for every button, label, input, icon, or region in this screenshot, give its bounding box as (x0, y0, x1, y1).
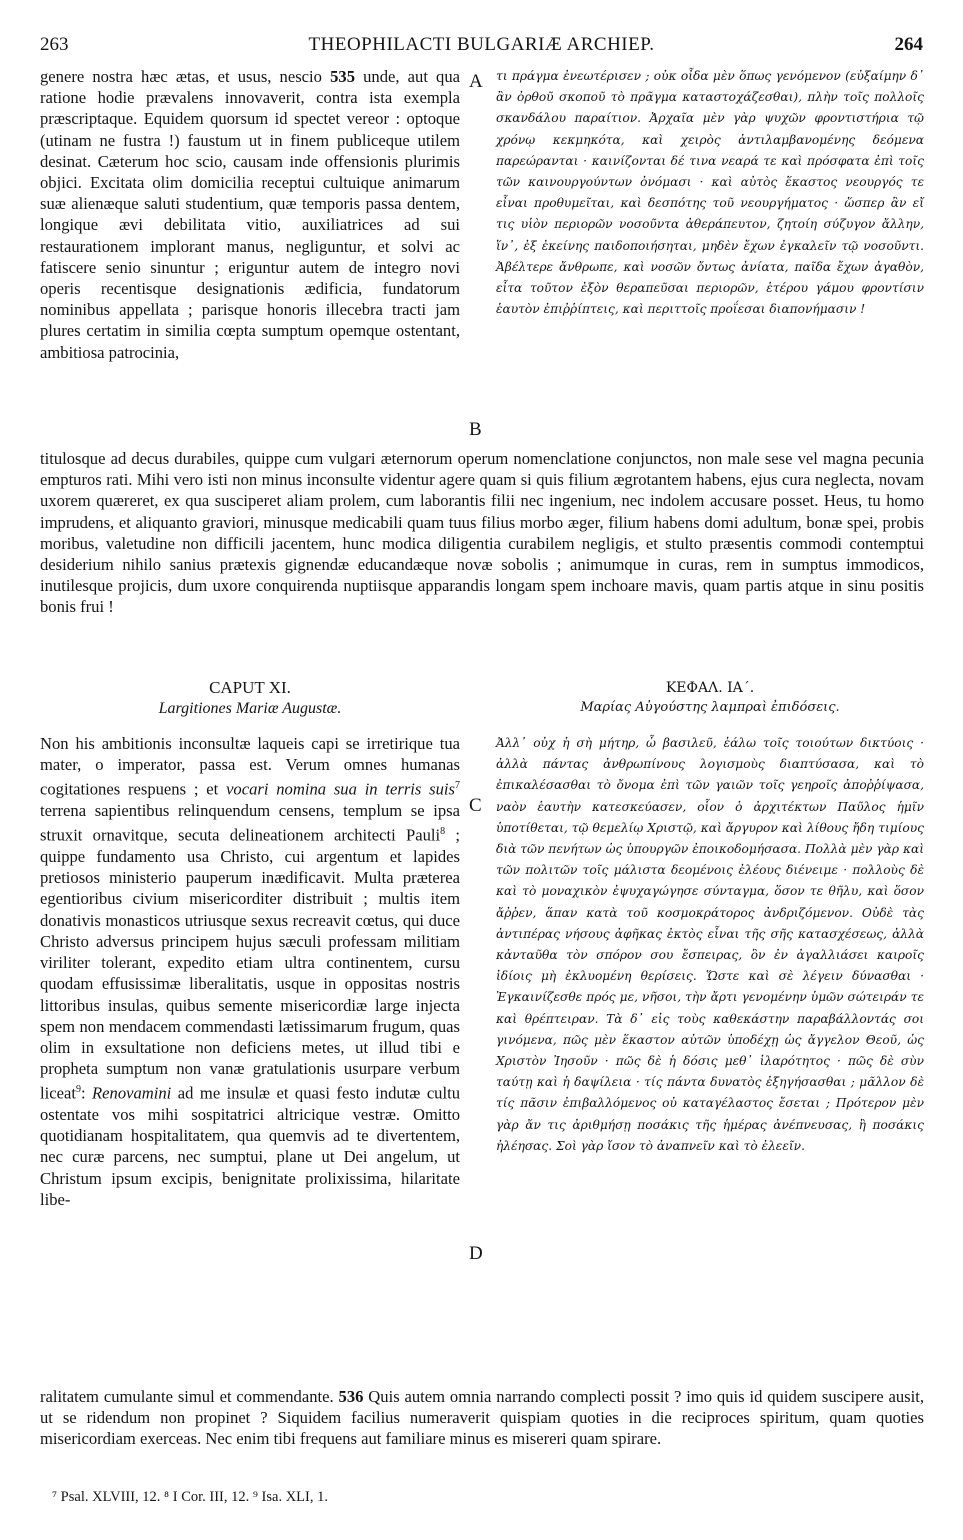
latin-body-quote: vocari nomina sua in terris suis (226, 779, 455, 799)
chapter-title-latin: CAPUT XI. (209, 678, 291, 697)
margin-letter-b: B (469, 419, 482, 440)
latin-body-c: ; quippe fundamento usa Christo, cui argentum et lapides pretiosos ministerio pauperum inædificavit. Multa præterea egentioribus civium misericorditer distribuit ; multis item donativis monasticos utriusque sexus recreavit cœtus, qui duce Christo adversus principem hujus sæculi professam militiam viriliter tolerant, expedito etiam ultra continentem, cursu quodam effusissimæ liberalitatis, usque in oppositas nostris littoribus insulas, quibus semente misericordiæ large injecta spem non mendacem commendasti lætissimarum frugum, quas olim in exsultatione non deficiens metes, ut illud tibi e propheta sumptum non vanæ gratulationis usurpare verbum liceat (40, 825, 460, 1103)
latin-mid-text: titulosque ad decus durabiles, quippe cum vulgari æternorum operum nomenclatione conjunctos, non male sese vel magna pecunia empturos rati. Mihi vero isti non minus inconsulte videntur agere quam si quis filium ægrotantem habens, ejus cura neglecta, novam uxorem quæreret, ex qua susciperet aliam prolem, cum laborantis filii nec ingenium, nec indolem accusare posset. Heus, tu homo imprudens, et aliquanto graviori, minusque medicabili quam tuus filius morbo æger, filium habens domi adultum, bonæ spei, probis moribus, valetudine non difficili jacentem, hunc modica diligentia curabilem negligis, et stulto præsentis commodi contemptui desiderium nihilo sanius prætexis gignendæ educandæque novæ sobolis ; animumque in curas, rem in sumptus immodicos, inutilesque projicis, dum uxore conquirenda nuptiisque apparandis longam spem inchoare mavis, quam partis atque in sinu positis bonis frui ! (40, 449, 924, 617)
latin-body-a: Non his ambitionis inconsultæ laqueis capi se irretirique tua mater, o imperator, passa est. Verum omnes humanas cogitationes respuens ; et (40, 734, 460, 799)
greek-top-paragraph: τι πράγμα ἐνεωτέρισεν ; οὐκ οἶδα μὲν ὅπως γενόμενον (εὐξαίμην δ᾽ ἂν ὀρθοῦ σκοποῦ τὸ πρᾶγμα καταστοχάζεσθαι), πλὴν τοῖς πολλοῖς σκανδάλου παραίτιον. Ἀρχαῖα μὲν γὰρ ψυχῶν φροντιστήρια τῷ χρόνῳ κεκμηκότα, καὶ χειρὸς ἀντιλαμβανομένης δεόμενα παρεώρανται · καινίζονται δέ τινα νεαρά τε καὶ πρόσφατα ἐπὶ τοῖς τῶν καινουργούντων ὀνόμασι · καὶ αὐτὸς ἕκαστος νεουργός τε εἶναι προθυμεῖται, καὶ δεσπότης τοῦ νεουργήματος · ὥσπερ ἂν εἴ τις υἱὸν περιορῶν νοσοῦντα ἀθεράπευτον, ζητοίη σύζυγον ἄλλην, ἵν᾽, ἐξ ἐκείνης παιδοποιήσηται, μηδὲν ἔχων ἐγκαλεῖν τῷ νοσοῦντι. Ἀβέλτερε ἄνθρωπε, καὶ νοσῶν ὄντως ἀνίατα, παῖδα ἔχων ἀγαθὸν, εἶτα τοῦτον ἐξὸν θεραπεῦσαι περιορῶν, ἑτέρου γάμου φροντίσιν ἑαυτὸν ἐπιῤῥίπτεις, καὶ περιττοῖς προΐεσαι διαπονήμασιν ! (496, 69, 924, 317)
greek-column-top (496, 66, 924, 320)
page-number-right: 264 (894, 34, 923, 55)
margin-letter-c: C (469, 795, 482, 816)
latin-body-renovamini: Renovamini (92, 1083, 172, 1103)
latin-bottom-a: ralitatem cumulante simul et commendante. (40, 1387, 334, 1406)
running-title: THEOPHILACTI BULGARIÆ ARCHIEP. (308, 34, 655, 55)
latin-column-bottom: Non his ambitionis inconsultæ laqueis capi se irretirique tua mater, o imperator, passa est. Verum omnes humanas cogitationes respuens ; et vocari nomina sua in terris suis$^7$ terrena sapientibus relinquendum censens, templum se ipsa struxit ornavitque, secuta delineationem architecti Pauli$^8$ ; quippe fundamento usa Christo, cui argentum et lapides pretiosos ministerio pauperum inædificavit. Multa præterea egentioribus civium misericorditer distribuit ; multis item donativis monasticos utriusque sexus recreavit cœtus, qui duce Christo adversus principem hujus sæculi professam militiam viriliter tolerant, expedito etiam ultra continentem, cursu quodam effusissimæ liberalitatis, usque in oppositas nostris littoribus insulas, quibus semente misericordiæ large injecta spem non mendacem commendasti lætissimarum frugum, quas olim in exsultatione non deficiens metes, ut illud tibi e propheta sumptum non vanæ gratulationis usurpare verbum liceat$^9$: Renovamini ad me insulæ et quasi festo indutæ cultu ostentate vos mihi sospitatrici altricique vestræ. Omitto quotidianam hospitalitatem, qua quemvis ad te divertentem, nec curæ parcens, nec sumptui, plane ut Dei angelum, ut Christum ipsum excipis, benignitate prolixissima, hilaritate libe- (40, 734, 460, 1209)
latin-column-top (40, 66, 460, 363)
footnote-ref-9: 9 (75, 1084, 81, 1096)
footnote-ref-7: 7 (455, 780, 460, 792)
chapter-title-greek: ΚΕΦΑΛ. ΙΑ΄. (665, 680, 755, 696)
latin-bottom-paragraph (40, 1386, 924, 1450)
chapter-heading-greek (496, 678, 924, 715)
chapter-heading-latin (40, 678, 460, 718)
latin-top-paragraph: unde, aut qua ratione hodie prævalens innovaverit, contra ista exempla præscriptaque. Equidem quorsum id spectet vereor : optoque (utinam ne fustra !) faustum ut in finem publiceque utilem desinat. Cæterum hoc scio, causam inde offensionis plurimis objici. Excitata olim domicilia receptui cultuique animarum suæ alienæque saluti studentium, quæ temporis passa dentem, longique ævi debilitata vitio, auxiliatrices ad sui restaurationem implorant manus, negliguntur, et solvi ac fatiscere senio sinuntur ; eriguntur autem de integro novi operis recentisque designationis ædificia, fundatorum nominibus appellata ; parisque honoris illecebra tracti jam plures certatim in similia cœpta sumptum opemque ostentant, ambitiosa patrocinia, (40, 67, 461, 362)
column-number-536: 536 (338, 1387, 364, 1406)
latin-full-width-paragraph (40, 448, 924, 618)
margin-letter-a: A (469, 71, 483, 92)
margin-letter-d: D (469, 1243, 483, 1264)
latin-bottom-b: Quis autem omnia narrando complecti possit ? imo quis id quidem suscipere ausit, ut se ridendum non propinet ? Siquidem facilius numeraverit quispiam quoties in die reciproces spiritum, quam quoties misericordiam exerceas. Nec enim tibi frequens aut familiare minus es misereri quam spirare. (40, 1387, 924, 1449)
chapter-subtitle-greek: Μαρίας Αὐγούστης λαμπραὶ ἐπιδόσεις. (580, 700, 840, 715)
chapter-subtitle-latin: Largitiones Mariæ Augustæ. (158, 700, 342, 717)
latin-body-d: ad me insulæ et quasi festo indutæ cultu ostentate vos mihi sospitatrici altricique vestræ. Omitto quotidianam hospitalitatem, qua quemvis ad te divertentem, nec curæ parcens, nec sumptui, plane ut Dei angelum, ut Christum ipsum excipis, benignitate prolixissima, hilaritate libe- (40, 1083, 460, 1209)
greek-body-paragraph: Ἀλλ᾽ οὐχ ἡ σὴ μήτηρ, ὦ βασιλεῦ, ἑάλω τοῖς τοιούτων δικτύοις · ἀλλὰ πάντας ἀνθρωπίνους λογισμοὺς διαπτύσασα, καὶ τὸ ἐπικαλέσασθαι τὸ ὄνομα ἐπὶ τῶν γαιῶν τοῖς γεηροῖς ἀποῤῥίψασα, ναὸν ἑαυτὴν κατεσκεύασεν, οἷον ὁ ἀρχιτέκτων Παῦλος ἡμῖν ὑποτίθεται, τῷ θεμελίῳ Χριστῷ, καὶ ἄργυρον καὶ λίθους ἤδη τιμίους διὰ τῶν πενήτων ὡς ὑπουργῶν ἐποικοδομήσασα. Πολλὰ μὲν γὰρ καὶ τῶν πολιτῶν τοῖς μάλιστα δεομένοις ἐλέους διένειμε · πολλοὺς δὲ καὶ τὸ μοναχικὸν ἐψυχαγώγησε σύνταγμα, ὅσον τε θῆλυ, καὶ ὅσον ἄῤῥεν, ἅπαν κατὰ τοῦ κοσμοκράτορος ἀνδριζόμενον. Οὐδὲ τὰς ἀντιπέρας νήσους ἀφῆκας ἐκτὸς εἶναι τῆς σῆς κατασχέσεως, ἀλλὰ κἀνταῦθα τὸν σπόρον σου ἔσπειρας, ὃν ἐν ἀγαλλιάσει καιροῖς ἰδίοις μὴ ἐκλυομένη θερίσεις. Ὥστε καὶ σὲ λέγειν δύνασθαι · Ἐγκαινίζεσθε πρός με, νῆσοι, τὴν ἄρτι γενομένην ὑμῶν σώτειράν τε καὶ θρέπτειραν. Τὰ δ᾽ εἰς τοὺς καθεκάστην παραβάλλοντάς σοι γινόμενα, πῶς μὲν ἕκαστον αὐτῶν ὑποδέχῃ ὡς ἄγγελον Θεοῦ, ὡς Χριστὸν Ἰησοῦν · πῶς δὲ ἡ δόσις μεθ᾽ ἱλαρότητος · πῶς δὲ σὺν ταύτῃ καὶ ἡ δαψίλεια · τίς πάντα δυνατὸς ἐξηγήσασθαι ; μᾶλλον δὲ τίς πᾶσιν ἐπιβαλλόμενος οὐ καταγέλαστος ἔσεται ; Πρότερον μὲν γὰρ ἄν τις ἀριθμήσῃ ποσάκις τῆς ἡμέρας ἀνέπνευσας, ἢ ποσάκις ἠλέησας. Σοὶ γὰρ ἴσον τὸ ἀναπνεῖν καὶ τὸ ἐλεεῖν. (496, 736, 924, 1153)
latin-body-b: terrena sapientibus relinquendum censens, templum se ipsa struxit ornavitque, secuta delineationem architecti Pauli (40, 801, 460, 845)
page-number-left: 263 (40, 34, 69, 55)
latin-top-line-1: genere nostra hæc ætas, et usus, nescio (40, 67, 322, 86)
running-header (40, 28, 923, 58)
greek-column-bottom (496, 733, 924, 1157)
column-number-535: 535 (330, 67, 355, 86)
footnote-ref-8: 8 (440, 826, 446, 838)
footnotes: ⁷ Psal. XLVIII, 12. ⁸ I Cor. III, 12. ⁹ Isa. XLI, 1. (52, 1489, 328, 1505)
